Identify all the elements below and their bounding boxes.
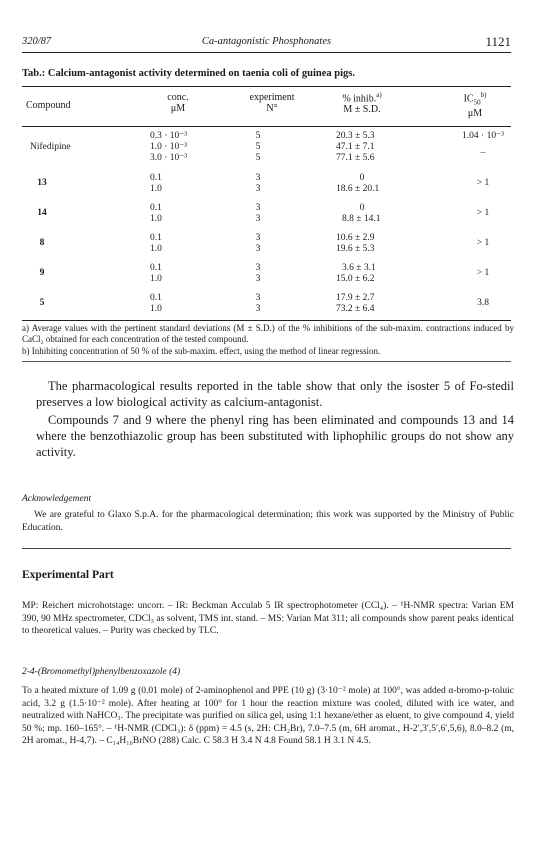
col-header-experiment: experiment N° <box>249 92 295 114</box>
col-header-compound: Compound <box>26 100 71 111</box>
compound-name: 5 <box>39 298 45 308</box>
table-header-rule <box>22 126 511 127</box>
compound-name: Nifedipine <box>30 142 71 152</box>
table-footnote-b: b) Inhibiting concentration of 50 % of the sub-maxim. effect, using the method of linear regression. <box>22 346 381 356</box>
compound-name: 13 <box>37 178 47 188</box>
table-top-rule <box>22 86 511 87</box>
footnote-rule <box>22 361 511 362</box>
running-title: Ca-antagonistic Phosphonates <box>201 36 332 47</box>
table-caption: Tab.: Calcium-antagonist activity determined on taenia coli of guinea pigs. <box>22 68 355 79</box>
compound-name: 14 <box>37 208 47 218</box>
methods-paragraph: MP: Reichert microhotstage: uncorr. – IR: Beckman Acculab 5 IR spectrophotometer (CCl₄). – ¹H-NMR spectra: Varian EM 390, 90 MHz spectrometer, CDCl₃ as solvent, TMS int. stand. – MS: Varian Mat 311; all compounds show parent peaks identical to theoretical values. – Purity was checked by TLC. <box>22 601 514 636</box>
procedure-paragraph: To a heated mixture of 1.09 g (0.01 mole) of 2-aminophenol and PPE (10 g) (3·10⁻² mole) at 100°, was added α-bromo-p-toluic acid, 3.2 g (1.5·10⁻² mole). After heating at 100° for 1 hour the reaction mixture was cooled, diluted with ice water, and neutralized with NaHCO₃. The precipitate was purified on silica gel, using 1:1 hexane/ether as eluent, to give compound 4, yield 50 %; mp. 160–165°. – ¹H-NMR (CDCl₃): δ (ppm) = 4.5 (s, 2H: CH₂Br), 7.0–7.5 (m, 6H aromat., H-2′,3′,5′,6′,5,6), 8.0–8.2 (m, 2H aromat., H-4,7). – C₁₄H₁₀BrNO (288) Calc. C 58.3 H 3.4 N 4.8 Found 58.1 H 3.1 N 4.5. <box>22 686 514 746</box>
table-footnote-a: a) Average values with the pertinent standard deviations (M ± S.D.) of the % inhibitions of the sub-maxim. contractions induced by CaCl₂ obtained for each concentration of the tested compound. <box>22 323 514 344</box>
col-header-conc: conc. μM <box>167 92 189 114</box>
table-row: 8 0.1 1.0 3 3 10.6 ± 2.9 19.6 ± 5.3 > 1 <box>22 233 511 257</box>
acknowledgement-text: We are grateful to Glaxo S.p.A. for the pharmacological determination; this work was supported by the Ministry of Public Education. <box>22 510 514 533</box>
table-row: Nifedipine 0.3 · 10⁻³ 1.0 · 10⁻³ 3.0 · 10⁻³ 5 5 5 20.3 ± 5.3 47.1 ± 7.1 77.1 ± 5.6 1.04 · 10⁻³ – <box>30 131 504 163</box>
acknowledgement-heading: Acknowledgement <box>22 494 92 504</box>
table-row: 14 0.1 1.0 3 3 0 8.8 ± 14.1 > 1 <box>22 203 511 227</box>
compound-heading: 2-4-(Bromomethyl)phenylbenzoxazole (4) <box>22 667 181 677</box>
running-header <box>22 36 511 52</box>
compound-name: 8 <box>39 238 45 248</box>
journal-issue: 320/87 <box>22 36 52 47</box>
header-rule <box>22 52 511 53</box>
table-bottom-rule <box>22 320 511 321</box>
table-row: 5 0.1 1.0 3 3 17.9 ± 2.7 73.2 ± 6.4 3.8 <box>22 293 511 317</box>
table-row: 13 0.1 1.0 3 3 0 18.6 ± 20.1 > 1 <box>22 173 511 197</box>
section-rule <box>22 548 511 549</box>
col-header-ic50: $IC_{50}^{b)}$ μM <box>463 91 487 120</box>
compound-name: 9 <box>39 268 45 278</box>
body-paragraph: The pharmacological results reported in the table show that only the isoster 5 of Fo-stedil preserves a low biological activity as calcium-antagonist. <box>36 379 514 409</box>
section-heading: Experimental Part <box>22 569 114 581</box>
page-number: 1121 <box>485 34 511 49</box>
body-paragraph: Compounds 7 and 9 where the phenyl ring has been eliminated and compounds 13 and 14 where the benzothiazolic group has been substituted with liphophilic groups do not show any activity. <box>36 413 514 459</box>
col-header-inhibition: % inhib.$^{a)}$ M ± S.D. <box>342 91 382 116</box>
table-row: 9 0.1 1.0 3 3 3.6 ± 3.1 15.0 ± 6.2 > 1 <box>22 263 511 287</box>
